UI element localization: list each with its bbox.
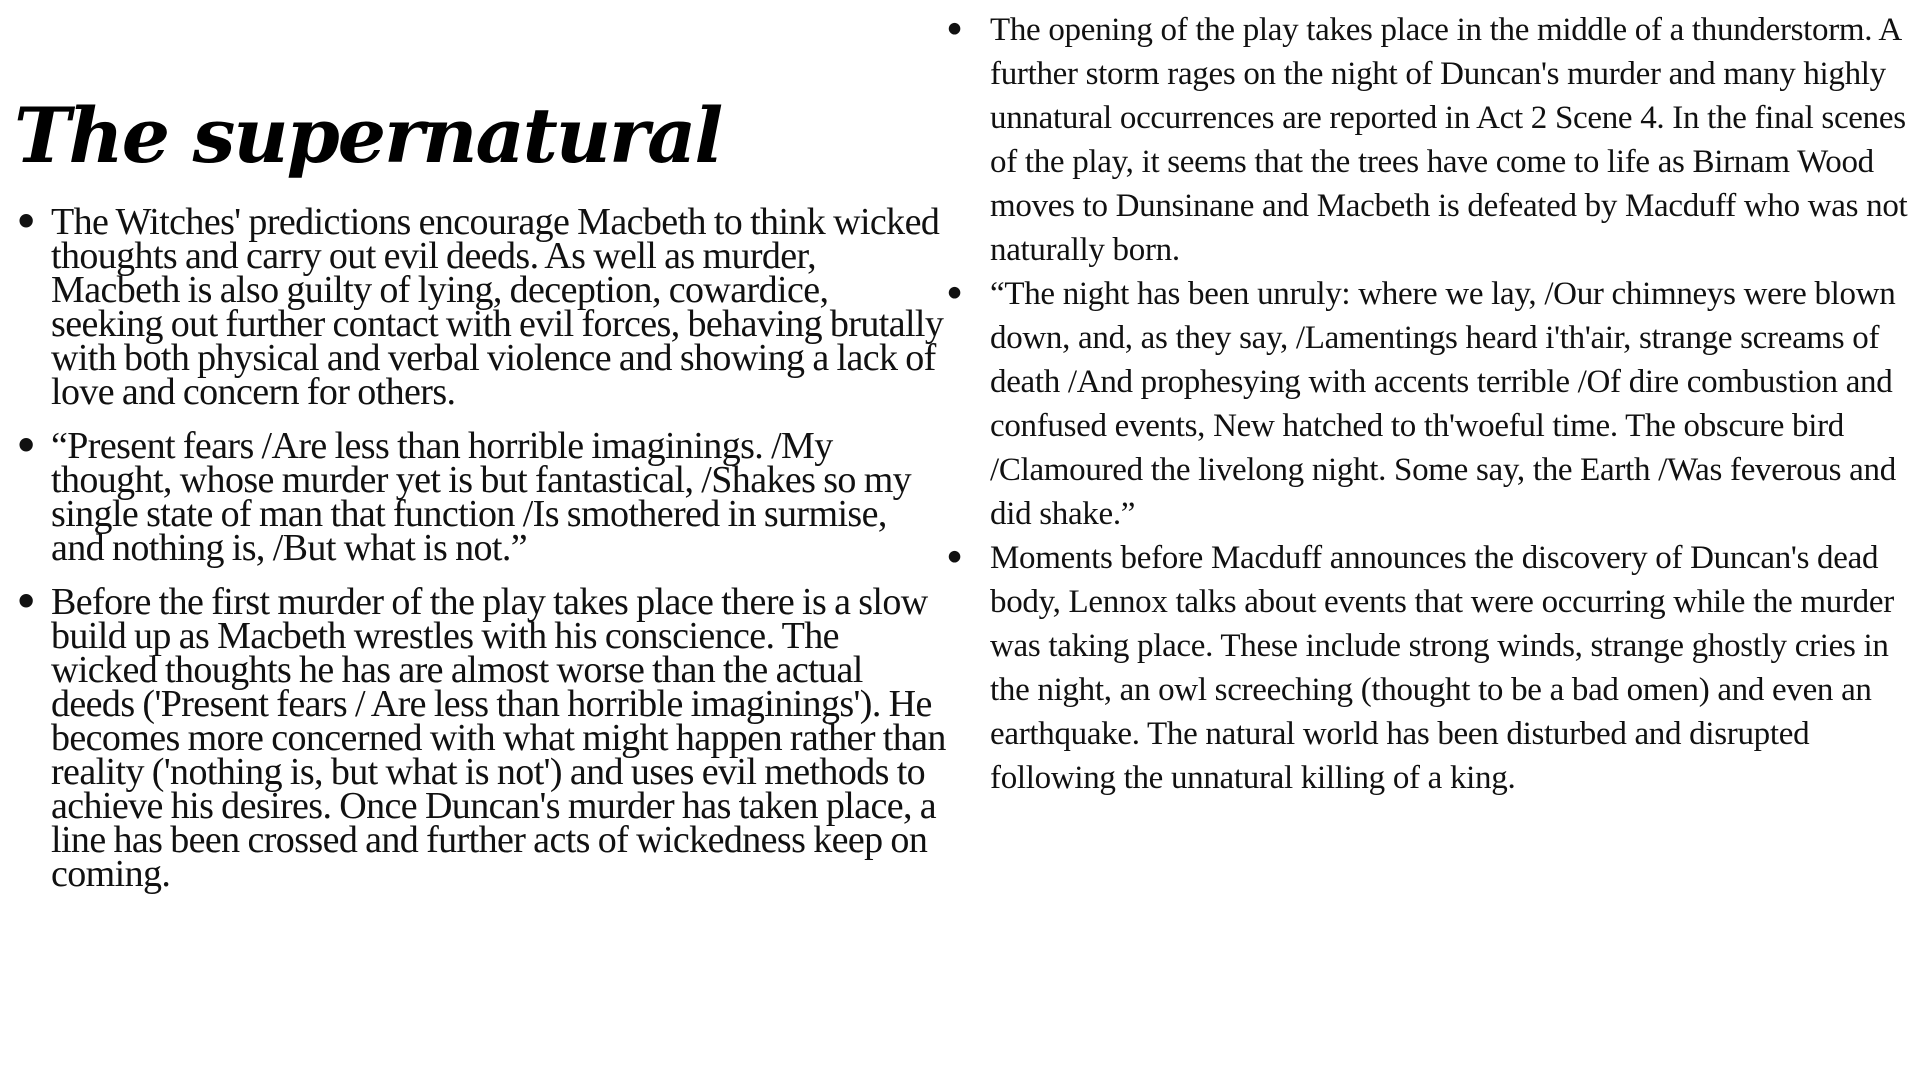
bullet-item [930, 536, 1920, 800]
bullet-item [930, 8, 1920, 272]
quote-text: “Present fears /Are less than horrible imaginings. /My thought, whose murder yet is but fantastical, /Shakes so my single state of man that function /Is smothered in surmise, and nothing is, /But what is not.” [51, 425, 912, 569]
bullet-icon: • [944, 274, 965, 313]
bullet-item [0, 580, 960, 895]
bullet-item [0, 424, 960, 569]
quote-text: “The night has been unruly: where we lay, /Our chimneys were blown down, and, as they say, /Lamentings heard i'th'air, strange screams of death /And prophesying with accents terrible /Of dire combustion and confused events, New hatched to th'woeful time. The obscure bird /Clamoured the livelong night. Some say, the Earth /Was feverous and did shake.” [990, 276, 1896, 532]
right-column [930, 8, 1920, 800]
slide-title: The supernatural [14, 91, 722, 180]
bullet-item [0, 200, 960, 413]
left-column [0, 200, 960, 911]
bullet-icon: • [14, 424, 38, 468]
bullet-icon: • [944, 538, 965, 577]
left-bullet-list [0, 200, 960, 895]
bullet-text: The opening of the play takes place in the middle of a thunderstorm. A further storm rages on the night of Duncan's murder and many highly unnatural occurrences are reported in Act 2 Scene 4. In the final scenes of the play, it seems that the trees have come to life as Birnam Wood moves to Dunsinane and Macbeth is defeated by Macduff who was not naturally born. [990, 12, 1908, 268]
bullet-icon: • [14, 200, 38, 244]
bullet-item [930, 272, 1920, 536]
bullet-text: The Witches' predictions encourage Macbeth to think wicked thoughts and carry out evil deeds. As well as murder, Macbeth is also guilty of lying, deception, cowardice, seeking out further contact with evil forces, behaving brutally with both physical and verbal violence and showing a lack of love and concern for others. [51, 201, 944, 413]
bullet-icon: • [14, 580, 38, 624]
bullet-text: Before the first murder of the play takes place there is a slow build up as Macbeth wrestles with his conscience. The wicked thoughts he has are almost worse than the actual deeds ('Present fears / Are less than horrible imaginings'). He becomes more concerned with what might happen rather than reality ('nothing is, but what is not') and uses evil methods to achieve his desires. Once Duncan's murder has taken place, a line has been crossed and further acts of wickedness keep on coming. [51, 581, 946, 895]
bullet-icon: • [944, 10, 965, 49]
right-bullet-list [930, 8, 1920, 800]
bullet-text: Moments before Macduff announces the discovery of Duncan's dead body, Lennox talks about events that were occurring while the murder was taking place. These include strong winds, strange ghostly cries in the night, an owl screeching (thought to be a bad omen) and even an earthquake. The natural world has been disturbed and disrupted following the unnatural killing of a king. [990, 540, 1894, 796]
